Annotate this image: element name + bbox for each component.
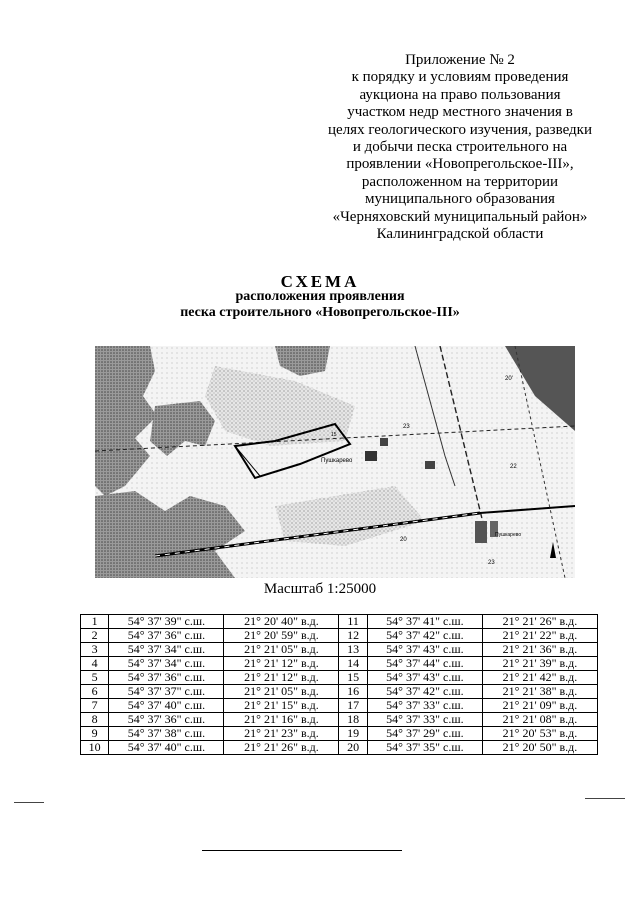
- scheme-subtitle-deposit: песка строительного «Новопрегольское-III»: [180, 305, 460, 320]
- map-label-number: 15: [331, 432, 337, 438]
- point-longitude: 21° 21' 26" в.д.: [482, 615, 597, 629]
- settlement-building: [380, 438, 388, 446]
- point-number: 2: [81, 629, 109, 643]
- point-latitude: 54° 37' 36" с.ш.: [109, 713, 224, 727]
- point-latitude: 54° 37' 42" с.ш.: [367, 629, 482, 643]
- coordinate-row: [81, 713, 598, 727]
- point-latitude: 54° 37' 34" с.ш.: [109, 657, 224, 671]
- point-latitude: 54° 37' 37" с.ш.: [109, 685, 224, 699]
- appendix-line: аукциона на право пользования: [359, 86, 561, 103]
- point-number: 5: [81, 671, 109, 685]
- point-longitude: 21° 21' 36" в.д.: [482, 643, 597, 657]
- point-longitude: 21° 20' 40" в.д.: [224, 615, 339, 629]
- coordinate-row: [81, 741, 598, 755]
- point-latitude: 54° 37' 42" с.ш.: [367, 685, 482, 699]
- point-latitude: 54° 37' 43" с.ш.: [367, 671, 482, 685]
- point-latitude: 54° 37' 33" с.ш.: [367, 699, 482, 713]
- point-latitude: 54° 37' 34" с.ш.: [109, 643, 224, 657]
- bottom-rule: [202, 850, 402, 851]
- point-number: 3: [81, 643, 109, 657]
- point-number: 10: [81, 741, 109, 755]
- point-number: 12: [339, 629, 367, 643]
- point-longitude: 21° 21' 12" в.д.: [224, 671, 339, 685]
- point-latitude: 54° 37' 39" с.ш.: [109, 615, 224, 629]
- point-latitude: 54° 37' 36" с.ш.: [109, 671, 224, 685]
- point-longitude: 21° 21' 22" в.д.: [482, 629, 597, 643]
- point-number: 16: [339, 685, 367, 699]
- point-longitude: 21° 21' 39" в.д.: [482, 657, 597, 671]
- point-longitude: 21° 21' 15" в.д.: [224, 699, 339, 713]
- point-longitude: 21° 21' 38" в.д.: [482, 685, 597, 699]
- point-longitude: 21° 21' 05" в.д.: [224, 685, 339, 699]
- point-latitude: 54° 37' 33" с.ш.: [367, 713, 482, 727]
- point-number: 14: [339, 657, 367, 671]
- map-label-number: 22: [510, 464, 517, 470]
- point-latitude: 54° 37' 41" с.ш.: [367, 615, 482, 629]
- point-longitude: 21° 21' 26" в.д.: [224, 741, 339, 755]
- map-label-number: 20: [400, 537, 407, 543]
- point-latitude: 54° 37' 38" с.ш.: [109, 727, 224, 741]
- point-number: 4: [81, 657, 109, 671]
- appendix-line: муниципального образования: [365, 191, 555, 208]
- coordinate-row: [81, 629, 598, 643]
- point-number: 20: [339, 741, 367, 755]
- map-label-village: Пушкарево: [495, 532, 522, 538]
- scan-artifact: [14, 802, 44, 803]
- scheme-subtitle: расположения проявления: [235, 289, 405, 304]
- appendix-line: Приложение № 2: [405, 52, 515, 68]
- point-longitude: 21° 21' 12" в.д.: [224, 657, 339, 671]
- point-longitude: 21° 20' 53" в.д.: [482, 727, 597, 741]
- appendix-header: [310, 52, 610, 243]
- point-latitude: 54° 37' 35" с.ш.: [367, 741, 482, 755]
- scan-artifact: [585, 798, 625, 799]
- coordinate-row: [81, 699, 598, 713]
- point-longitude: 21° 21' 09" в.д.: [482, 699, 597, 713]
- map-label-number: 23: [403, 424, 410, 430]
- point-longitude: 21° 20' 50" в.д.: [482, 741, 597, 755]
- map-label-number: 20': [505, 376, 513, 382]
- point-number: 9: [81, 727, 109, 741]
- scheme-title: СХЕМА: [280, 272, 360, 291]
- point-number: 1: [81, 615, 109, 629]
- point-number: 7: [81, 699, 109, 713]
- point-longitude: 21° 21' 16" в.д.: [224, 713, 339, 727]
- point-number: 13: [339, 643, 367, 657]
- point-latitude: 54° 37' 43" с.ш.: [367, 643, 482, 657]
- coordinate-row: [81, 615, 598, 629]
- point-number: 19: [339, 727, 367, 741]
- settlement-building: [425, 461, 435, 469]
- appendix-line: целях геологического изучения, разведки: [328, 121, 592, 138]
- point-longitude: 21° 21' 05" в.д.: [224, 643, 339, 657]
- point-number: 8: [81, 713, 109, 727]
- point-number: 11: [339, 615, 367, 629]
- settlement-building: [475, 521, 487, 543]
- map-label-village: Пушкарево: [321, 458, 353, 464]
- point-number: 6: [81, 685, 109, 699]
- point-longitude: 21° 20' 59" в.д.: [224, 629, 339, 643]
- appendix-line: Калининградской области: [376, 226, 544, 243]
- appendix-line: расположенном на территории: [361, 173, 559, 190]
- point-longitude: 21° 21' 08" в.д.: [482, 713, 597, 727]
- point-latitude: 54° 37' 36" с.ш.: [109, 629, 224, 643]
- coordinate-row: [81, 727, 598, 741]
- point-latitude: 54° 37' 40" с.ш.: [109, 741, 224, 755]
- coordinate-row: [81, 643, 598, 657]
- coordinate-row: [81, 685, 598, 699]
- point-latitude: 54° 37' 40" с.ш.: [109, 699, 224, 713]
- appendix-line: участком недр местного значения в: [347, 104, 573, 121]
- point-latitude: 54° 37' 44" с.ш.: [367, 657, 482, 671]
- location-map: [95, 346, 575, 578]
- map-label-number: 23: [488, 560, 495, 566]
- appendix-line: к порядку и условиям проведения: [351, 69, 569, 86]
- appendix-line: проявлении «Новопрегольское-III»,: [346, 156, 574, 173]
- point-number: 18: [339, 713, 367, 727]
- appendix-line: «Черняховский муниципальный район»: [332, 208, 588, 225]
- point-number: 17: [339, 699, 367, 713]
- point-longitude: 21° 21' 42" в.д.: [482, 671, 597, 685]
- point-longitude: 21° 21' 23" в.д.: [224, 727, 339, 741]
- map-scale: Масштаб 1:25000: [263, 581, 377, 597]
- coordinate-row: [81, 657, 598, 671]
- appendix-line: и добычи песка строительного на: [352, 139, 568, 156]
- point-latitude: 54° 37' 29" с.ш.: [367, 727, 482, 741]
- map-drawing: [95, 346, 575, 578]
- coordinate-row: [81, 671, 598, 685]
- point-number: 15: [339, 671, 367, 685]
- settlement-building: [365, 451, 377, 461]
- coordinates-table: [80, 614, 598, 755]
